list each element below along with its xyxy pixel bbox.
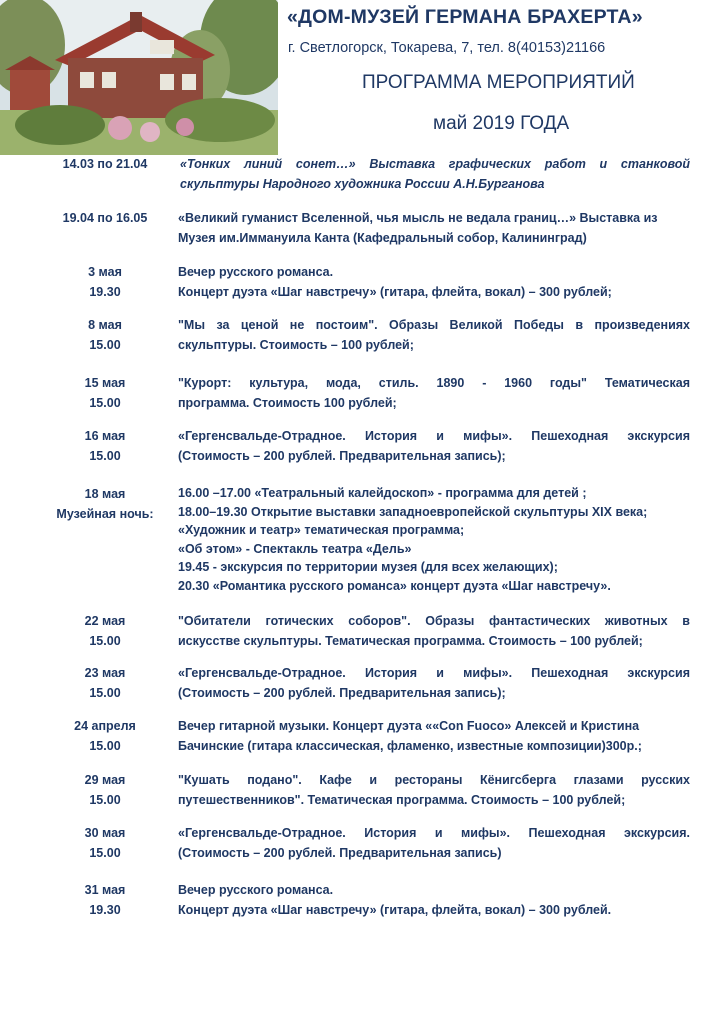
description-line: «Великий гуманист Вселенной, чья мысль не ведала границ…» Выставка из — [178, 211, 658, 225]
date-line: 15.00 — [89, 793, 121, 807]
date-line: 19.30 — [89, 285, 121, 299]
description-line: "Кушать подано". Кафе и рестораны Кёнигсберга глазами русских — [178, 773, 690, 787]
description-line: Вечер русского романса. — [178, 883, 334, 897]
description-line: «Об этом» - Спектакль театра «Дель» — [178, 541, 412, 556]
description-line: 19.45 - экскурсия по территории музея (для всех желающих); — [178, 560, 558, 574]
date-line: 31 мая — [84, 883, 126, 897]
date-line: 30 мая — [84, 826, 126, 840]
event-date — [10, 716, 200, 756]
date-line: 19.04 по 16.05 — [62, 211, 148, 225]
description-line: путешественников". Тематическая программа. Стоимость – 100 рублей; — [178, 793, 626, 807]
description-line: программа. Стоимость 100 рублей; — [178, 396, 397, 410]
program-period: май 2019 ГОДА — [433, 113, 570, 134]
description-line: (Стоимость – 200 рублей. Предварительная запись) — [178, 846, 502, 860]
description-line: «Тонких линий сонет…» Выставка графических работ и станковой — [180, 157, 690, 171]
date-line: 15.00 — [89, 634, 121, 648]
date-line: 16 мая — [84, 429, 126, 443]
description-line: искусстве скульптуры. Тематическая программа. Стоимость – 100 рублей; — [178, 634, 643, 648]
date-line: 15.00 — [89, 846, 121, 860]
date-line: 14.03 по 21.04 — [62, 157, 148, 171]
date-line: 15.00 — [89, 338, 121, 352]
date-line: 15.00 — [89, 686, 121, 700]
date-line: 15.00 — [89, 739, 121, 753]
description-line: (Стоимость – 200 рублей. Предварительная запись); — [178, 449, 506, 463]
event-date — [10, 262, 200, 302]
date-line: Музейная ночь: — [56, 507, 154, 521]
event-date — [10, 208, 200, 228]
date-line: 8 мая — [88, 318, 122, 332]
description-line: 20.30 «Романтика русского романса» концерт дуэта «Шаг навстречу». — [178, 578, 611, 593]
description-line: Вечер русского романса. — [178, 265, 334, 279]
description-line: «Гергенсвальде-Отрадное. История и мифы». Пешеходная экскурсия — [178, 666, 690, 680]
date-line: 15.00 — [89, 449, 121, 463]
description-line: «Гергенсвальде-Отрадное. История и мифы». Пешеходная экскурсия — [178, 429, 690, 443]
event-description — [178, 373, 690, 413]
description-line: Концерт дуэта «Шаг навстречу» (гитара, флейта, вокал) – 300 рублей. — [178, 903, 612, 917]
description-line: Вечер гитарной музыки. Концерт дуэта ««Con Fuoco» Алексей и Кристина — [178, 719, 640, 733]
event-description — [178, 880, 690, 920]
event-description — [178, 315, 690, 355]
description-line: Концерт дуэта «Шаг навстречу» (гитара, флейта, вокал) – 300 рублей; — [178, 285, 612, 299]
event-date — [10, 154, 200, 174]
event-description — [178, 770, 690, 810]
event-description — [178, 426, 690, 466]
event-date — [10, 663, 200, 703]
date-line: 18 мая — [84, 487, 126, 501]
event-description — [178, 611, 690, 651]
event-description — [178, 716, 690, 756]
date-line: 19.30 — [89, 903, 121, 917]
event-description — [180, 154, 690, 194]
event-date — [10, 880, 200, 920]
event-description — [178, 823, 690, 863]
date-line: 3 мая — [88, 265, 122, 279]
description-line: «Гергенсвальде-Отрадное. История и мифы». Пешеходная экскурсия. — [178, 826, 690, 840]
description-line: Бачинские (гитара классическая, фламенко, известные композиции)300р.; — [178, 739, 642, 753]
event-date — [10, 315, 200, 355]
organization-title: «ДОМ-МУЗЕЙ ГЕРМАНА БРАХЕРТА» — [287, 6, 643, 28]
date-line: 15 мая — [84, 376, 126, 390]
event-date — [10, 373, 200, 413]
event-description — [178, 262, 690, 302]
event-description — [178, 663, 690, 703]
event-description — [178, 484, 690, 595]
date-line: 29 мая — [84, 773, 126, 787]
date-line: 23 мая — [84, 666, 126, 680]
event-date — [10, 823, 200, 863]
event-date — [10, 611, 200, 651]
program-title: ПРОГРАММА МЕРОПРИЯТИЙ — [362, 72, 635, 93]
date-line: 15.00 — [89, 396, 121, 410]
description-line: Музея им.Иммануила Канта (Кафедральный собор, Калининград) — [178, 231, 587, 245]
description-line: 18.00–19.30 Открытие выставки западноевропейской скульптуры XIX века; — [178, 504, 648, 519]
description-line: «Художник и театр» тематическая программа; — [178, 523, 465, 537]
description-line: (Стоимость – 200 рублей. Предварительная запись); — [178, 686, 506, 700]
description-line: "Курорт: культура, мода, стиль. 1890 - 1960 годы" Тематическая — [178, 376, 690, 390]
description-line: 16.00 –17.00 «Театральный калейдоскоп» - программа для детей ; — [178, 486, 587, 500]
description-line: скульптуры Народного художника России А.Н.Бурганова — [180, 177, 545, 191]
description-line: скульптуры. Стоимость – 100 рублей; — [178, 338, 414, 352]
description-line: "Обитатели готических соборов". Образы фантастических животных в — [178, 614, 690, 628]
event-date — [10, 426, 200, 466]
date-line: 24 апреля — [74, 719, 136, 733]
event-date — [10, 770, 200, 810]
event-description — [178, 208, 690, 248]
event-date — [10, 484, 200, 524]
date-line: 22 мая — [84, 614, 126, 628]
museum-house-painting — [0, 0, 278, 155]
address-phone: г. Светлогорск, Токарева, 7, тел. 8(40153)21166 — [288, 40, 606, 56]
description-line: "Мы за ценой не постоим". Образы Великой Победы в произведениях — [178, 318, 690, 332]
